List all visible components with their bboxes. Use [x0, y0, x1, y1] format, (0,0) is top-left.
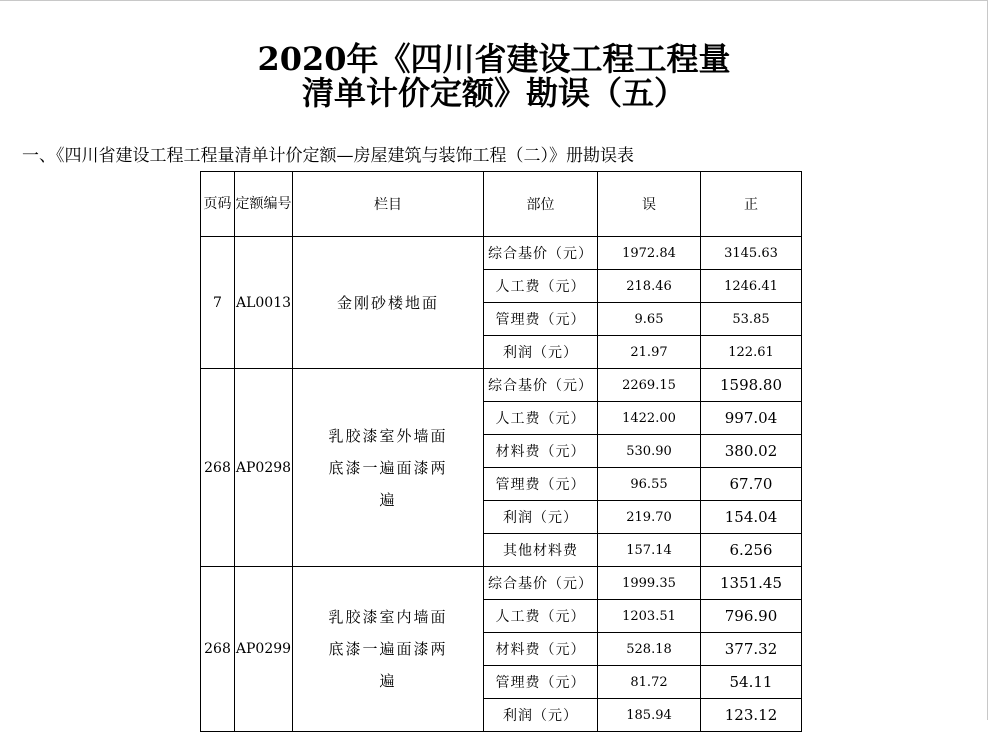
wrong-value-cell: 21.97: [598, 336, 701, 369]
correct-value-cell: 122.61: [701, 336, 802, 369]
part-cell: 人工费（元）: [484, 402, 598, 435]
part-cell: 综合基价（元）: [484, 567, 598, 600]
wrong-value-cell: 1422.00: [598, 402, 701, 435]
wrong-value-cell: 530.90: [598, 435, 701, 468]
wrong-value-cell: 219.70: [598, 501, 701, 534]
correct-value-cell: 54.11: [701, 666, 802, 699]
table-header-row: [201, 172, 802, 237]
part-cell: 综合基价（元）: [484, 237, 598, 270]
correct-value-cell: 380.02: [701, 435, 802, 468]
wrong-value-cell: 157.14: [598, 534, 701, 567]
part-cell: 管理费（元）: [484, 666, 598, 699]
correct-value-cell: 1246.41: [701, 270, 802, 303]
item-name-cell: 金刚砂楼地面: [293, 237, 484, 369]
wrong-value-cell: 9.65: [598, 303, 701, 336]
part-cell: 材料费（元）: [484, 633, 598, 666]
correct-value-cell: 997.04: [701, 402, 802, 435]
part-cell: 管理费（元）: [484, 303, 598, 336]
table-row: [201, 237, 802, 270]
document-title-line-1: 2020年《四川省建设工程工程量: [257, 40, 731, 78]
wrong-value-cell: 2269.15: [598, 369, 701, 402]
document-title-line-2: 清单计价定额》勘误（五）: [301, 74, 686, 112]
wrong-value-cell: 81.72: [598, 666, 701, 699]
code-cell: AP0298: [235, 369, 293, 567]
wrong-value-cell: 218.46: [598, 270, 701, 303]
part-cell: 人工费（元）: [484, 600, 598, 633]
item-name-cell: [293, 369, 484, 567]
wrong-value-cell: 1999.35: [598, 567, 701, 600]
correct-value-cell: 796.90: [701, 600, 802, 633]
header-code: 定额编号: [235, 172, 293, 237]
header-page: 页码: [201, 172, 235, 237]
part-cell: 材料费（元）: [484, 435, 598, 468]
section-heading: 一、《四川省建设工程工程量清单计价定额—房屋建筑与装饰工程（二）》册勘误表: [22, 146, 634, 166]
wrong-value-cell: 96.55: [598, 468, 701, 501]
correct-value-cell: 1598.80: [701, 369, 802, 402]
correct-value-cell: 67.70: [701, 468, 802, 501]
part-cell: 管理费（元）: [484, 468, 598, 501]
header-correct: 正: [701, 172, 802, 237]
page-cell: 268: [201, 369, 235, 567]
wrong-value-cell: 1203.51: [598, 600, 701, 633]
correct-value-cell: 123.12: [701, 699, 802, 732]
correct-value-cell: 3145.63: [701, 237, 802, 270]
code-cell: AL0013: [235, 237, 293, 369]
correct-value-cell: 377.32: [701, 633, 802, 666]
part-cell: 利润（元）: [484, 336, 598, 369]
part-cell: 其他材料费: [484, 534, 598, 567]
table-row: [201, 567, 802, 600]
page-cell: 268: [201, 567, 235, 732]
header-column: 栏目: [293, 172, 484, 237]
wrong-value-cell: 528.18: [598, 633, 701, 666]
part-cell: 利润（元）: [484, 501, 598, 534]
header-wrong: 误: [598, 172, 701, 237]
correct-value-cell: 1351.45: [701, 567, 802, 600]
correct-value-cell: 53.85: [701, 303, 802, 336]
header-part: 部位: [484, 172, 598, 237]
wrong-value-cell: 185.94: [598, 699, 701, 732]
correct-value-cell: 6.256: [701, 534, 802, 567]
part-cell: 人工费（元）: [484, 270, 598, 303]
item-name-cell: [293, 567, 484, 732]
code-cell: AP0299: [235, 567, 293, 732]
page-cell: 7: [201, 237, 235, 369]
table-row: [201, 369, 802, 402]
wrong-value-cell: 1972.84: [598, 237, 701, 270]
window-top-border: [0, 0, 988, 1]
item-name-text: 乳胶漆室内墙面底漆一遍面漆两遍: [328, 608, 448, 690]
item-name-text: 乳胶漆室外墙面底漆一遍面漆两遍: [328, 426, 448, 509]
correct-value-cell: 154.04: [701, 501, 802, 534]
part-cell: 综合基价（元）: [484, 369, 598, 402]
erratum-table: [200, 171, 802, 732]
part-cell: 利润（元）: [484, 699, 598, 732]
